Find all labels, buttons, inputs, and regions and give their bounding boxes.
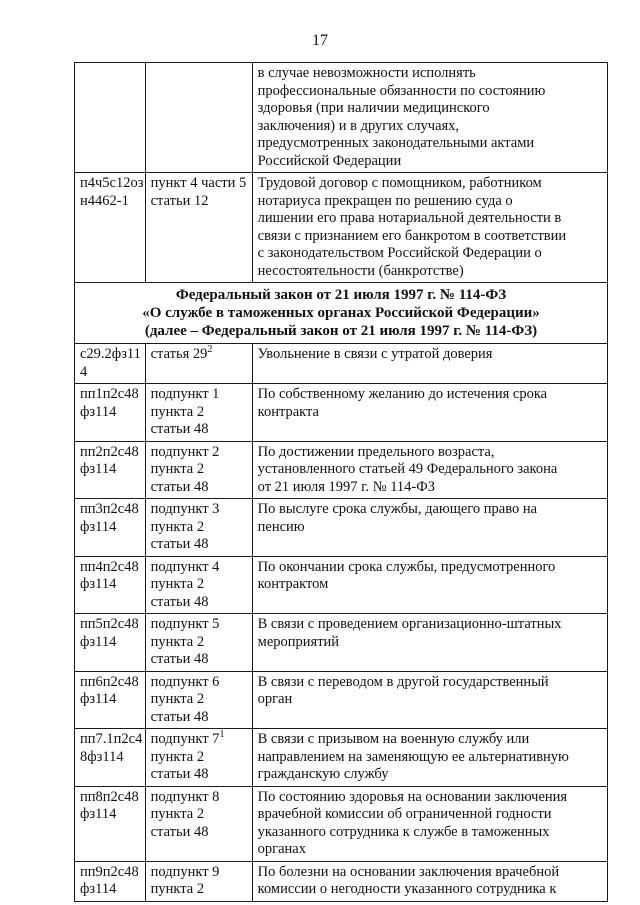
table-row bbox=[75, 344, 608, 384]
row-code-cell bbox=[75, 441, 146, 499]
row-reference-superscript: 1 bbox=[219, 729, 225, 741]
row-description-line: По выслуге срока службы, дающего право на bbox=[257, 501, 538, 517]
row-reference-line: статьи 48 bbox=[150, 708, 209, 725]
row-code-cell bbox=[75, 384, 146, 442]
row-description-line: предусмотренных законодательными актами bbox=[257, 135, 535, 151]
row-description-line: контракта bbox=[257, 403, 319, 420]
row-code-line: фз114 bbox=[80, 461, 117, 477]
row-reference-line: пункта 2 bbox=[150, 748, 205, 765]
row-code-line: фз114 bbox=[80, 633, 117, 650]
row-description-line: направлением на заменяющую ее альтернативную bbox=[257, 748, 569, 765]
section-heading-row bbox=[75, 283, 608, 344]
row-description-cell bbox=[252, 499, 607, 557]
row-code-cell bbox=[75, 344, 146, 384]
row-description-line: В связи с переводом в другой государственный bbox=[257, 673, 549, 690]
row-description-line: указанного сотрудника к службе в таможенных bbox=[257, 823, 550, 840]
row-description-line: Российской Федерации bbox=[257, 152, 402, 169]
row-reference-cell bbox=[145, 344, 252, 384]
row-code-line: пп2п2с48 bbox=[80, 443, 139, 460]
row-description-line: гражданскую службу bbox=[257, 766, 389, 782]
row-description-line: от 21 июля 1997 г. № 114-ФЗ bbox=[257, 478, 435, 495]
row-code-line: пп1п2с48 bbox=[80, 386, 139, 402]
row-code-cell bbox=[75, 786, 146, 861]
row-reference-cell bbox=[145, 499, 252, 557]
row-description-line: заключения) и в других случаях, bbox=[257, 117, 460, 134]
row-code-cell bbox=[75, 63, 146, 173]
row-description-line: нотариуса прекращен по решению суда о bbox=[257, 192, 513, 209]
table-row bbox=[75, 729, 608, 787]
row-description-line: По состоянию здоровья на основании заключения bbox=[257, 788, 568, 805]
row-reference-cell bbox=[145, 173, 252, 283]
row-description-line: связи с признанием его банкротом в соответствии bbox=[257, 227, 567, 244]
row-code-cell bbox=[75, 861, 146, 901]
row-reference-superscript: 2 bbox=[207, 344, 213, 356]
table-row bbox=[75, 173, 608, 283]
row-code-line: фз114 bbox=[80, 691, 117, 707]
row-description-cell bbox=[252, 671, 607, 729]
row-reference-line bbox=[151, 731, 247, 749]
row-reference-cell bbox=[145, 861, 252, 901]
row-description-cell bbox=[252, 786, 607, 861]
row-reference-line: статьи 12 bbox=[150, 192, 209, 209]
row-description-line: Трудовой договор с помощником, работником bbox=[257, 175, 542, 191]
row-reference-line: пункта 2 bbox=[150, 461, 205, 477]
dismissal-codes-table bbox=[74, 62, 608, 902]
row-description-line: органах bbox=[257, 841, 306, 857]
row-description-line: с законодательством Российской Федерации о bbox=[257, 245, 542, 261]
table-row bbox=[75, 63, 608, 173]
row-code-line: пп4п2с48 bbox=[80, 558, 139, 575]
row-reference-line: подпункт 5 bbox=[150, 616, 220, 632]
row-description-line: здоровья (при наличии медицинского bbox=[257, 100, 490, 116]
row-code-line: 8фз114 bbox=[80, 748, 124, 765]
row-reference-line: статьи 48 bbox=[150, 421, 209, 437]
row-reference-line: пункта 2 bbox=[150, 881, 205, 897]
row-description-line: комиссии о негодности указанного сотрудника к bbox=[257, 881, 557, 897]
row-code-line: с29.2фз11 bbox=[80, 346, 141, 362]
row-description-line: По собственному желанию до истечения срока bbox=[257, 386, 548, 402]
row-reference-line bbox=[151, 346, 247, 364]
row-reference-line: статьи 48 bbox=[150, 593, 209, 610]
row-reference-line: пункта 2 bbox=[150, 691, 205, 707]
row-code-cell bbox=[75, 499, 146, 557]
table-row bbox=[75, 861, 608, 901]
table-row bbox=[75, 441, 608, 499]
row-code-line: фз114 bbox=[80, 518, 117, 535]
row-reference-line: пункта 2 bbox=[150, 806, 205, 822]
section-heading bbox=[75, 283, 608, 344]
row-code-line: пп8п2с48 bbox=[80, 788, 139, 805]
row-reference-line: подпункт 6 bbox=[150, 673, 220, 690]
row-code-line: фз114 bbox=[80, 806, 117, 822]
table-row bbox=[75, 499, 608, 557]
row-description-line: установленного статьей 49 Федерального закона bbox=[257, 461, 558, 477]
row-description-line: Увольнение в связи с утратой доверия bbox=[257, 346, 493, 362]
row-description-cell bbox=[252, 173, 607, 283]
row-reference-line: пункта 2 bbox=[150, 633, 205, 650]
row-reference-line: пункта 2 bbox=[150, 576, 205, 592]
row-description-line: в случае невозможности исполнять bbox=[257, 65, 476, 81]
row-reference-line: подпункт 3 bbox=[150, 501, 220, 517]
row-description-line: В связи с призывом на военную службу или bbox=[257, 731, 530, 747]
row-reference-line: пункта 2 bbox=[150, 518, 205, 535]
row-code-cell bbox=[75, 556, 146, 614]
row-reference-cell bbox=[145, 614, 252, 672]
row-code-line: пп3п2с48 bbox=[80, 501, 139, 517]
row-reference-cell bbox=[145, 786, 252, 861]
row-reference-main: статья 29 bbox=[150, 346, 208, 362]
row-reference-line: подпункт 8 bbox=[150, 788, 220, 805]
row-code-line: н4462-1 bbox=[80, 192, 129, 209]
row-description-line: лишении его права нотариальной деятельности в bbox=[257, 210, 562, 226]
row-code-line: 4 bbox=[80, 363, 88, 380]
row-description-line: мероприятий bbox=[257, 633, 340, 650]
row-reference-line: подпункт 4 bbox=[150, 558, 220, 575]
row-description-cell bbox=[252, 344, 607, 384]
row-description-line: По болезни на основании заключения врачебной bbox=[257, 863, 560, 880]
row-reference-line: подпункт 1 bbox=[150, 386, 220, 402]
table-row bbox=[75, 614, 608, 672]
row-description-line: По окончании срока службы, предусмотренного bbox=[257, 558, 556, 575]
row-description-cell bbox=[252, 63, 607, 173]
row-description-line: несостоятельности (банкротстве) bbox=[257, 262, 464, 279]
row-description-line: По достижении предельного возраста, bbox=[257, 443, 495, 460]
row-description-cell bbox=[252, 384, 607, 442]
table-row bbox=[75, 384, 608, 442]
row-reference-line: статьи 48 bbox=[150, 651, 209, 667]
row-description-line: орган bbox=[257, 691, 293, 707]
row-reference-line: статьи 48 bbox=[150, 766, 209, 782]
row-reference-cell bbox=[145, 671, 252, 729]
row-code-line: пп6п2с48 bbox=[80, 673, 139, 690]
row-description-line: пенсию bbox=[257, 518, 305, 535]
row-description-cell bbox=[252, 861, 607, 901]
table-row bbox=[75, 671, 608, 729]
row-description-cell bbox=[252, 729, 607, 787]
row-code-line: фз114 bbox=[80, 881, 117, 897]
row-reference-cell bbox=[145, 556, 252, 614]
row-code-cell bbox=[75, 671, 146, 729]
row-code-line: пп7.1п2с4 bbox=[80, 731, 143, 747]
row-description-line: контрактом bbox=[257, 576, 329, 592]
row-reference-line: статьи 48 bbox=[150, 823, 209, 840]
row-code-cell bbox=[75, 729, 146, 787]
row-code-line: пп9п2с48 bbox=[80, 863, 139, 880]
row-description-cell bbox=[252, 614, 607, 672]
row-reference-main: подпункт 7 bbox=[150, 731, 220, 747]
row-code-line: фз114 bbox=[80, 576, 117, 592]
section-heading-line: (далее – Федеральный закон от 21 июля 1997 г. № 114-ФЗ) bbox=[144, 323, 538, 339]
row-reference-line: подпункт 9 bbox=[150, 863, 220, 880]
row-description-line: В связи с проведением организационно-штатных bbox=[257, 616, 562, 632]
table-row bbox=[75, 556, 608, 614]
section-heading-line: «О службе в таможенных органах Российской Федерации» bbox=[142, 305, 540, 321]
row-description-line: врачебной комиссии об ограниченной годности bbox=[257, 806, 552, 822]
row-reference-cell bbox=[145, 729, 252, 787]
row-reference-line: подпункт 2 bbox=[150, 443, 220, 460]
row-reference-cell bbox=[145, 441, 252, 499]
row-code-cell bbox=[75, 173, 146, 283]
row-description-cell bbox=[252, 556, 607, 614]
row-description-line: профессиональные обязанности по состоянию bbox=[257, 82, 546, 99]
row-code-line: фз114 bbox=[80, 403, 117, 420]
row-reference-line: пункта 2 bbox=[150, 403, 205, 420]
row-code-line: пп5п2с48 bbox=[80, 616, 139, 632]
row-code-cell bbox=[75, 614, 146, 672]
row-description-cell bbox=[252, 441, 607, 499]
row-reference-cell bbox=[145, 384, 252, 442]
row-reference-line: статьи 48 bbox=[150, 536, 209, 552]
table-row bbox=[75, 786, 608, 861]
row-reference-line: пункт 4 части 5 bbox=[150, 175, 247, 191]
section-heading-line: Федеральный закон от 21 июля 1997 г. № 114-ФЗ bbox=[175, 287, 507, 303]
row-reference-line: статьи 48 bbox=[150, 478, 209, 495]
row-code-line: п4ч5с12оз bbox=[80, 175, 144, 191]
row-reference-cell bbox=[145, 63, 252, 173]
page-number: 17 bbox=[312, 32, 328, 49]
